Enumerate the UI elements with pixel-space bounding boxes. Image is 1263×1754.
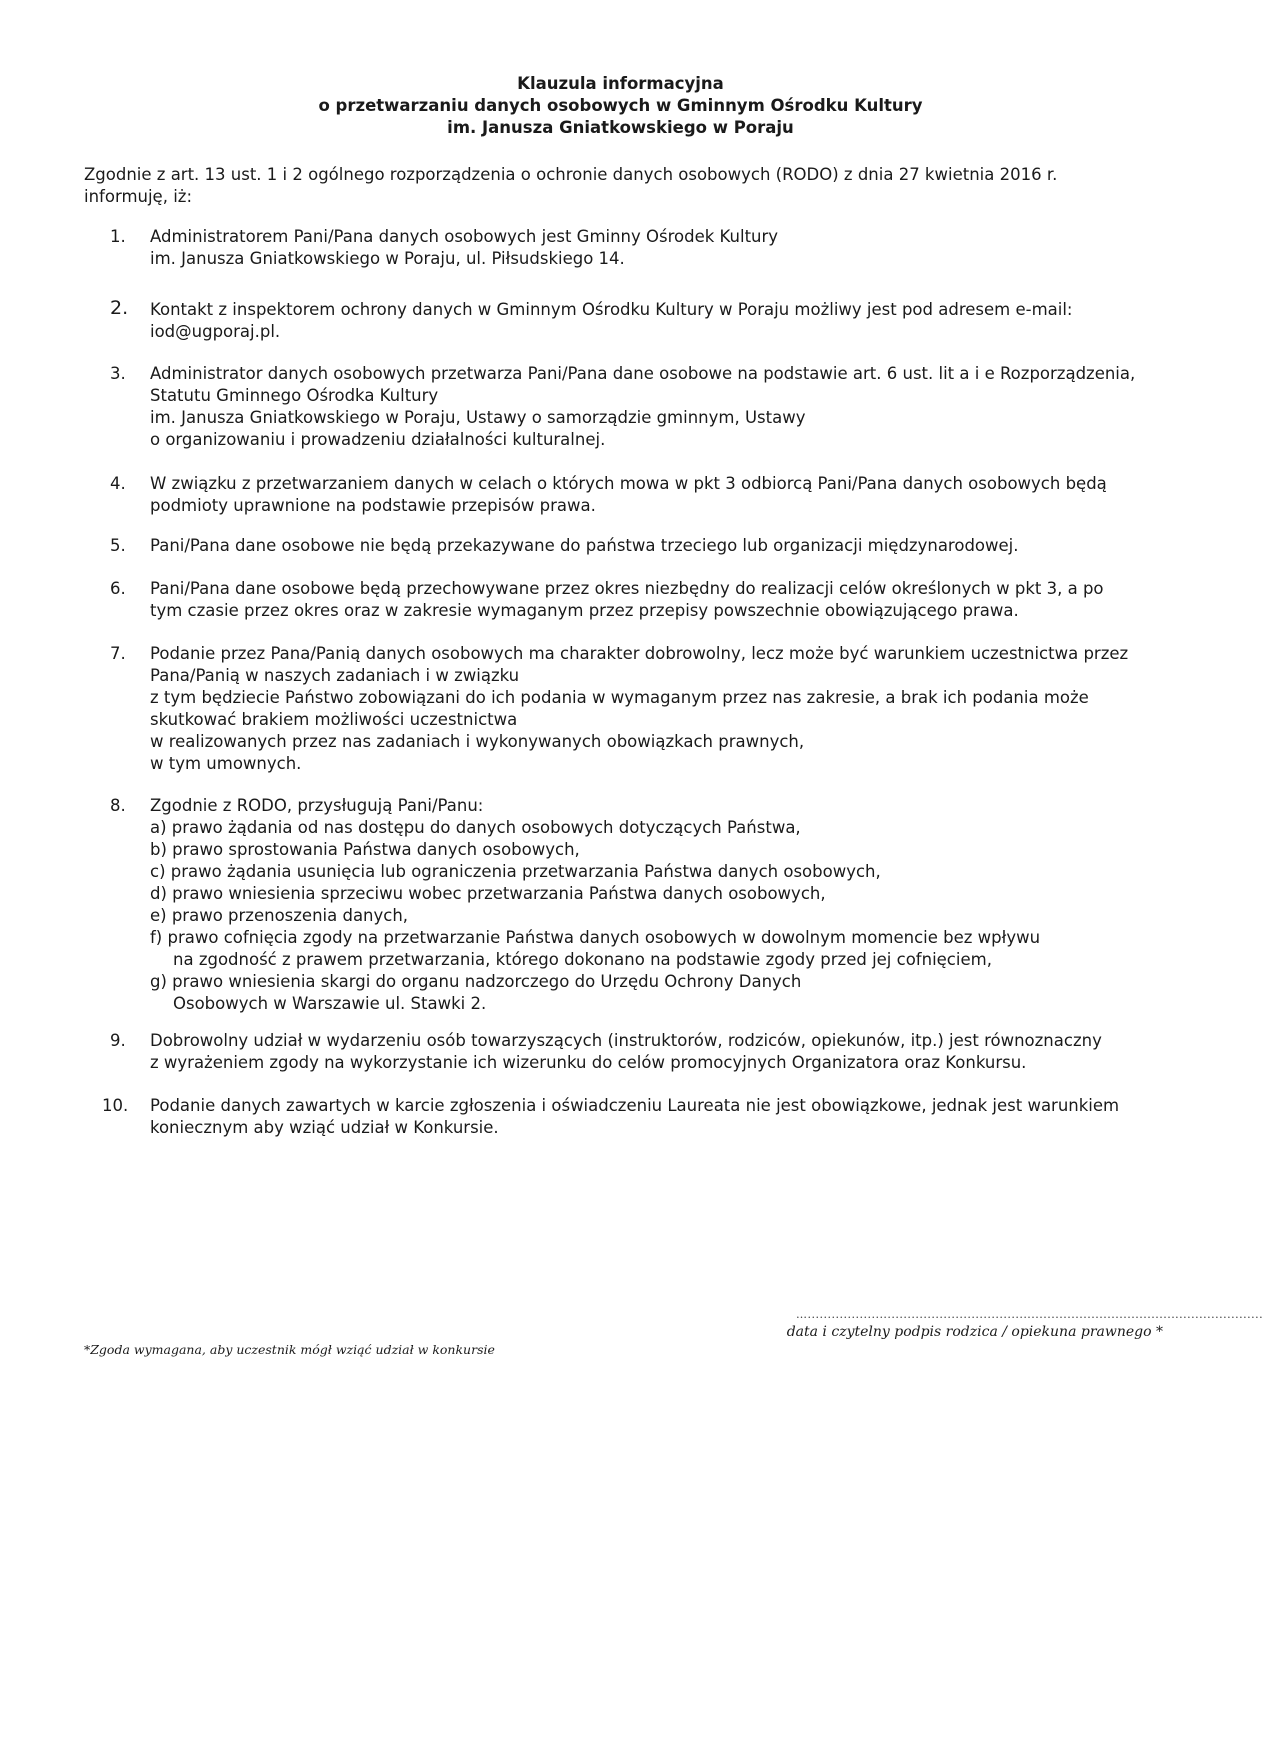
item-number: 9. (110, 1031, 126, 1050)
item-text (150, 1095, 1200, 1139)
item-line: skutkować brakiem możliwości uczestnictwa (150, 710, 518, 729)
item-line: podmioty uprawnione na podstawie przepisów prawa. (150, 496, 596, 515)
item-text (150, 578, 1200, 622)
intro-paragraph (84, 164, 1057, 208)
item-line: w realizowanych przez nas zadaniach i wykonywanych obowiązkach prawnych, (150, 732, 805, 751)
email-address: iod@ugporaj.pl. (150, 322, 281, 341)
item-number: 5. (110, 536, 126, 555)
item-line: Kontakt z inspektorem ochrony danych w Gminnym Ośrodku Kultury w Poraju możliwy jest pod adresem e-mail: (150, 300, 1073, 319)
item-line: w tym umownych. (150, 754, 302, 773)
item-number: 2. (110, 297, 129, 319)
item-line: im. Janusza Gniatkowskiego w Poraju, ul. Piłsudskiego 14. (150, 249, 625, 268)
item-line: Administrator danych osobowych przetwarza Pani/Pana dane osobowe na podstawie art. 6 ust. lit a i e Rozporządzenia, (150, 364, 1136, 383)
item-line: z tym będziecie Państwo zobowiązani do ich podania w wymaganym przez nas zakresie, a brak ich podania może (150, 688, 1089, 707)
footnote: *Zgoda wymagana, aby uczestnik mógł wziąć udział w konkursie (84, 1342, 495, 1357)
item-number: 3. (110, 364, 126, 383)
item-line: Podanie danych zawartych w karcie zgłoszenia i oświadczeniu Laureata nie jest obowiązkowe, jednak jest warunkiem (150, 1096, 1120, 1115)
right-item-f-continued: na zgodność z prawem przetwarzania, którego dokonano na podstawie zgody przed jej cofnięciem, (173, 950, 992, 969)
intro-line-1: Zgodnie z art. 13 ust. 1 i 2 ogólnego rozporządzenia o ochronie danych osobowych (RODO) z dnia 27 kwietnia 2016 r. (84, 165, 1058, 184)
item-line: Pani/Pana dane osobowe nie będą przekazywane do państwa trzeciego lub organizacji międzynarodowej. (150, 536, 1019, 555)
item-text (150, 363, 1200, 451)
item-text (150, 299, 1200, 343)
title-line-3: im. Janusza Gniatkowskiego w Poraju (447, 118, 794, 137)
document-title (0, 73, 1241, 139)
item-line: Pani/Pana dane osobowe będą przechowywane przez okres niezbędny do realizacji celów określonych w pkt 3, a po (150, 579, 1104, 598)
item-line: Statutu Gminnego Ośrodka Kultury (150, 386, 439, 405)
right-item-a: a) prawo żądania od nas dostępu do danych osobowych dotyczących Państwa, (150, 818, 801, 837)
item-line: im. Janusza Gniatkowskiego w Poraju, Ustawy o samorządzie gminnym, Ustawy (150, 408, 806, 427)
item-line: Dobrowolny udział w wydarzeniu osób towarzyszących (instruktorów, rodziców, opiekunów, itp.) jest równoznaczny (150, 1031, 1102, 1050)
signature-caption: data i czytelny podpis rodzica / opiekuna prawnego * (786, 1324, 1163, 1340)
item-line: z wyrażeniem zgody na wykorzystanie ich wizerunku do celów promocyjnych Organizatora oraz Konkursu. (150, 1053, 1027, 1072)
item-line: Pana/Panią w naszych zadaniach i w związku (150, 666, 520, 685)
item-line: Podanie przez Pana/Panią danych osobowych ma charakter dobrowolny, lecz może być warunkiem uczestnictwa przez (150, 644, 1129, 663)
item-line: koniecznym aby wziąć udział w Konkursie. (150, 1118, 499, 1137)
title-line-2: o przetwarzaniu danych osobowych w Gminnym Ośrodku Kultury (318, 96, 923, 115)
item-number: 6. (110, 579, 126, 598)
item-number: 10. (102, 1096, 129, 1115)
item-number: 7. (110, 644, 126, 663)
right-item-f: f) prawo cofnięcia zgody na przetwarzanie Państwa danych osobowych w dowolnym momencie bez wpływu (150, 928, 1041, 947)
item-line: o organizowaniu i prowadzeniu działalności kulturalnej. (150, 430, 606, 449)
signature-line: ….................................................................................................................. (796, 1308, 1263, 1321)
item-text (150, 473, 1200, 517)
right-item-g: g) prawo wniesienia skargi do organu nadzorczego do Urzędu Ochrony Danych (150, 972, 802, 991)
right-item-g-continued: Osobowych w Warszawie ul. Stawki 2. (173, 994, 487, 1013)
item-text (150, 795, 1200, 1015)
item-number: 8. (110, 796, 126, 815)
item-line: W związku z przetwarzaniem danych w celach o których mowa w pkt 3 odbiorcą Pani/Pana danych osobowych będą (150, 474, 1107, 493)
item-number: 4. (110, 474, 126, 493)
item-text (150, 1030, 1200, 1074)
item-text (150, 643, 1200, 775)
item-line: Administratorem Pani/Pana danych osobowych jest Gminny Ośrodek Kultury (150, 227, 779, 246)
right-item-e: e) prawo przenoszenia danych, (150, 906, 409, 925)
right-item-d: d) prawo wniesienia sprzeciwu wobec przetwarzania Państwa danych osobowych, (150, 884, 826, 903)
title-line-1: Klauzula informacyjna (517, 74, 724, 93)
item-number: 1. (110, 227, 126, 246)
intro-line-2: informuję, iż: (84, 187, 192, 206)
item-text (150, 535, 1200, 557)
item-line: tym czasie przez okres oraz w zakresie wymaganym przez przepisy powszechnie obowiązującego prawa. (150, 601, 1019, 620)
item-text (150, 226, 1200, 270)
right-item-b: b) prawo sprostowania Państwa danych osobowych, (150, 840, 580, 859)
item-line: Zgodnie z RODO, przysługują Pani/Panu: (150, 796, 484, 815)
right-item-c: c) prawo żądania usunięcia lub ograniczenia przetwarzania Państwa danych osobowych, (150, 862, 881, 881)
